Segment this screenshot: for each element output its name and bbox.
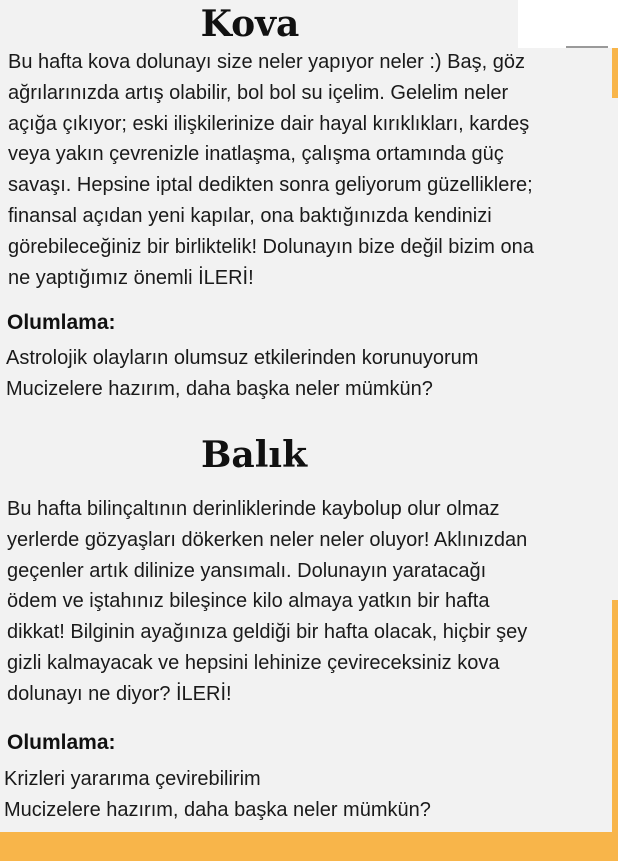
accent-stripe-right-top xyxy=(612,48,618,98)
affirmation-line-kova-1: Astrolojik olayların olumsuz etkilerinden korunuyorum xyxy=(6,347,479,369)
sign-paragraph-balik: Bu hafta bilinçaltının derinliklerinde kaybolup olur olmaz yerlerde gözyaşları dökerken neler neler oluyor! Aklınızdan geçenler artık dilinize yansımalı. Dolunayın yaratacağı ödem ve iştahınız bileşince kilo almaya yatkın bir hafta dikkat! Bilginin ayağınıza geldiği bir hafta olacak, hiçbir şey gizli kalmayacak ve hepsini lehinize çevireceksiniz kova dolunayı ne diyor? İLERİ! xyxy=(7,498,528,705)
sign-title-kova: Kova xyxy=(200,3,300,45)
affirmation-line-balik-1: Krizleri yararıma çevirebilirim xyxy=(4,768,261,790)
accent-stripe-bottom xyxy=(0,832,618,861)
corner-overlay xyxy=(518,0,618,48)
affirmation-label-kova: Olumlama: xyxy=(7,311,116,334)
sign-paragraph-kova: Bu hafta kova dolunayı size neler yapıyor neler :) Baş, göz ağrılarınızda artış olabilir, bol bol su içelim. Gelelim neler açığa çıkıyor; eski ilişkilerinize dair hayal kırıklıkları, kardeş veya yakın çevrenizle inatlaşma, çalışma ortamında güç savaşı. Hepsine iptal dedikten sonra geliyorum güzelliklere; finansal açıdan yeni kapılar, ona baktığınızda kendinizi görebileceğiniz bir birliktelik! Dolunayın bize değil bizim ona ne yaptığımız önemli İLERİ! xyxy=(8,51,534,289)
affirmation-label-balik: Olumlama: xyxy=(7,731,116,754)
accent-stripe-right-bottom xyxy=(612,600,618,832)
affirmation-line-balik-2: Mucizelere hazırım, daha başka neler mümkün? xyxy=(4,799,431,821)
sign-title-balik: Balık xyxy=(200,434,308,476)
affirmation-line-kova-2: Mucizelere hazırım, daha başka neler mümkün? xyxy=(6,378,433,400)
